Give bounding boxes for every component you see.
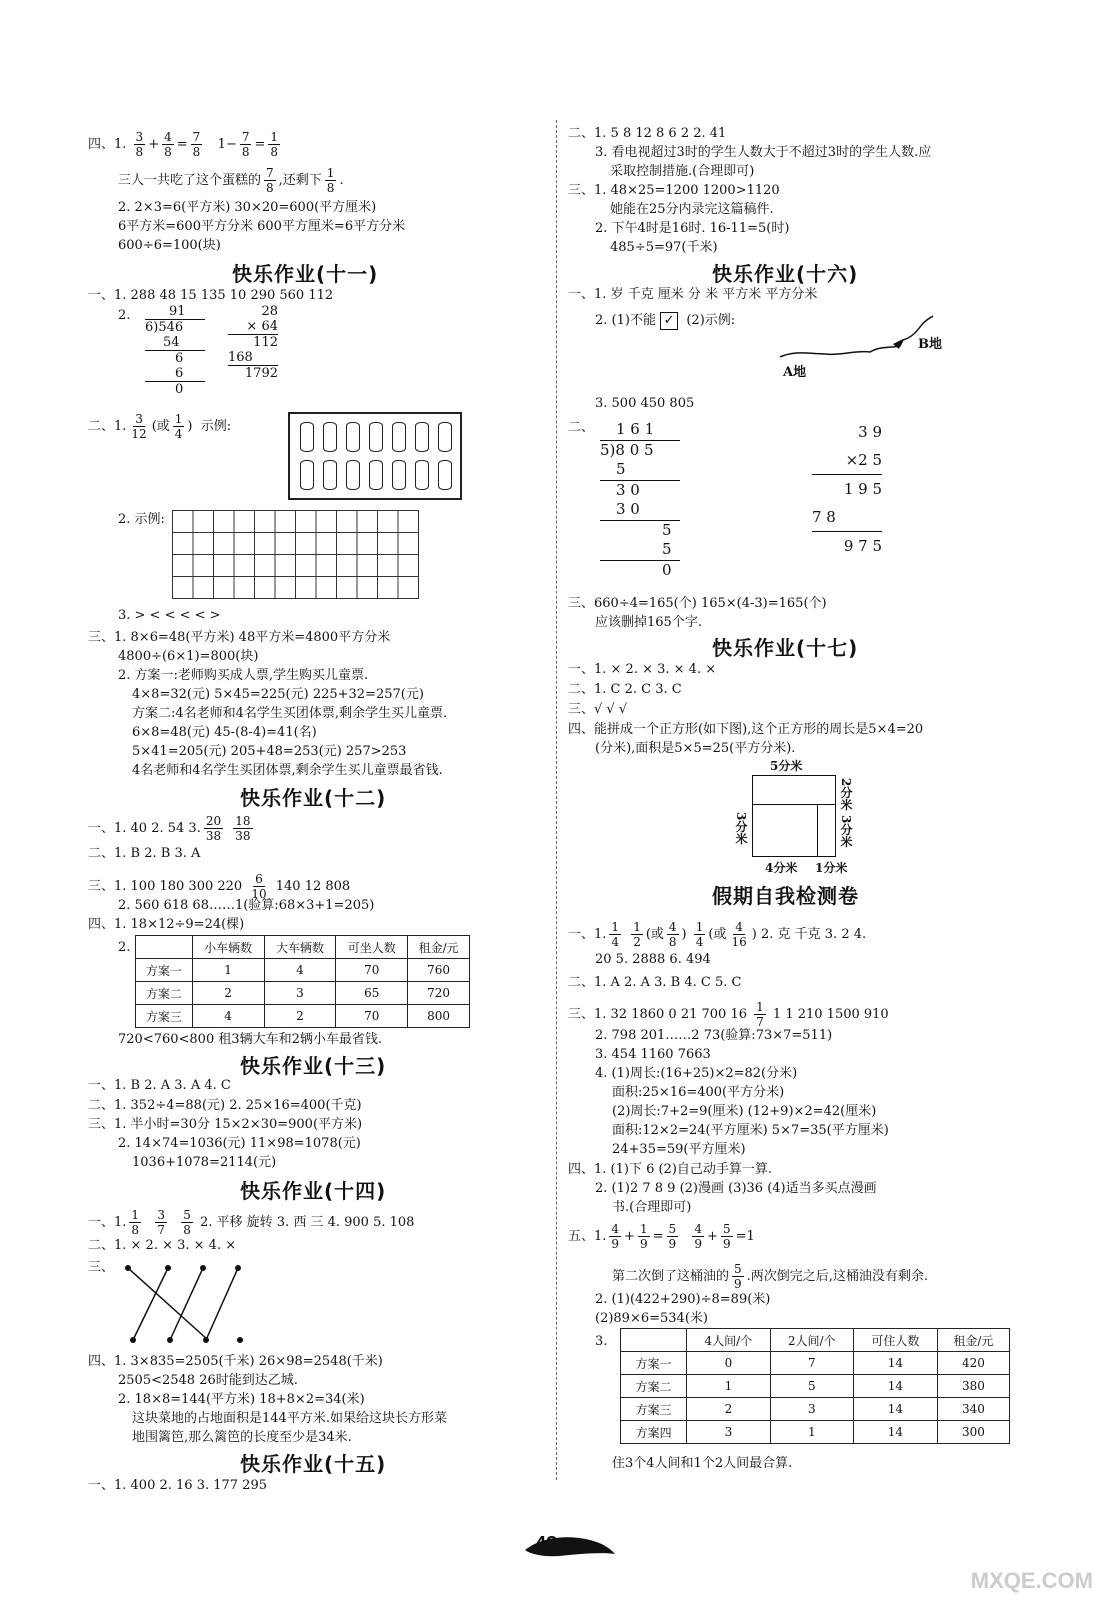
answer-line: 三、660÷4=165(个) 165×(4-3)=165(个) — [568, 596, 827, 611]
answer-line: 二、1. 5 8 12 8 6 2 2. 41 — [568, 126, 727, 141]
square-figure — [752, 775, 836, 857]
answer-line: 二、1. C 2. C 3. C — [568, 682, 682, 697]
point-b-label: B地 — [918, 337, 942, 352]
long-division: 1 6 1 5)8 0 5 5 3 0 3 0 5 5 0 — [600, 420, 680, 580]
answer-line: 她能在25分内录完这篇稿件. — [610, 202, 774, 217]
answer-line: (分米),面积是5×5=25(平方分米). — [595, 741, 796, 756]
answer-line: 三、 — [88, 1260, 115, 1275]
answer-line: 面积:12×2=24(平方厘米) 5×7=35(平方厘米) — [612, 1123, 889, 1138]
answer-2-1: 二、1. $\frac{3}{12}$ (或 $\frac{1}{4}$ ) 示例: — [88, 412, 232, 441]
answer-line: 方案二:4名老师和4名学生买团体票,剩余学生买儿童票. — [132, 706, 448, 721]
answer-line: (2)周长:7+2=9(厘米) (12+9)×2=42(厘米) — [612, 1104, 877, 1119]
answer-line: 三、1. 半小时=30分 15×2×30=900(平方米) — [88, 1117, 363, 1132]
answer-line: 一、1. 400 2. 16 3. 177 295 — [88, 1478, 267, 1493]
answer-line: 3. 500 450 805 — [595, 396, 695, 411]
answer-line: 2. 方案一:老师购买成人票,学生购买儿童票. — [118, 668, 369, 683]
answer-line: 2. 798 201……2 73(验算:73×7=511) — [595, 1028, 833, 1043]
answer-line: 二、 — [568, 420, 595, 435]
dim-label: 1分米 — [815, 861, 848, 875]
answer-line: 二、1. B 2. B 3. A — [88, 846, 201, 861]
answer-line: 地围篱笆,那么篱笆的长度至少是34米. — [132, 1430, 352, 1445]
answer-line: 600÷6=100(块) — [118, 238, 221, 253]
answer-line: 2. 下午4时是16时. 16-11=5(时) — [595, 221, 790, 236]
answer-line: 24+35=59(平方厘米) — [612, 1142, 746, 1157]
answer-line: 720<760<800 租3辆大车和2辆小车最省钱. — [118, 1032, 383, 1047]
table-label: 3. — [595, 1334, 608, 1349]
answer-line: 一、1. $\frac{1}{4}$ $\frac{1}{2}$ (或 $\frac{4}{8}$ ) $\frac{1}{4}$ (或 $\frac{4}{16}$ ) 2. 克 千克 3. 2 4. — [568, 920, 867, 949]
multiplication: 28 × 64 112 168 1792 — [228, 304, 278, 381]
answer-line: 四、1. 18×12÷9=24(棵) — [88, 917, 245, 932]
section-heading: 快乐作业(十三) — [240, 1054, 387, 1078]
section-heading: 假期自我检测卷 — [712, 884, 859, 908]
answer-line: 2. 560 618 68……1(验算:68×3+1=205) — [118, 898, 375, 913]
column-divider — [556, 120, 557, 1480]
answer-line: 一、1. 40 2. 54 3. $\frac{20}{38}$ $\frac{18}{38}$ — [88, 814, 251, 843]
answer-line: 采取控制措施.(合理即可) — [610, 164, 755, 179]
section-heading: 快乐作业(十七) — [712, 636, 859, 660]
answer-line: 三、1. 48×25=1200 1200>1120 — [568, 183, 780, 198]
answer-line: 一、1. 岁 千克 厘米 分 米 平方米 平方分米 — [568, 287, 818, 302]
answer-line: 四、1. (1)下 6 (2)自己动手算一算. — [568, 1162, 773, 1177]
answer-line: 5×41=205(元) 205+48=253(元) 257>253 — [132, 744, 407, 759]
answer-line: 四、1. 3×835=2505(千米) 26×98=2548(千米) — [88, 1354, 383, 1369]
answer-line: 面积:25×16=400(平方分米) — [612, 1085, 785, 1100]
answer-line: 4名老师和4名学生买团体票,剩余学生买儿童票最省钱. — [132, 763, 443, 778]
answer-line: 1036+1078=2114(元) — [132, 1155, 277, 1170]
grid-figure — [172, 510, 419, 599]
room-table: 4人间/个 2人间/个 可住人数 租金/元 方案一 0 7 14 420 方案二 1 5 14 380 方案三 2 3 14 340 方案四 3 1 14 300 — [620, 1328, 1010, 1444]
dim-label: 5分米 — [770, 759, 803, 773]
answer-line: 4×8=32(元) 5×45=225(元) 225+32=257(元) — [132, 687, 424, 702]
section-heading: 快乐作业(十六) — [712, 262, 859, 286]
answer-line: 住3个4人间和1个2人间最合算. — [612, 1456, 793, 1471]
long-division: 91 6)546 54 6 6 0 — [145, 304, 205, 397]
answer-line: 2505<2548 26时能到达乙城. — [118, 1373, 298, 1388]
answer-4-1-text: 三人一共吃了这个蛋糕的 $\frac{7}{8}$ ,还剩下 $\frac{1}{8}$ . — [118, 166, 344, 195]
dolphin-icon — [520, 1520, 620, 1560]
dim-label: 4分米 — [765, 861, 798, 875]
answer-line: 三、1. 32 1860 0 21 700 16 $\frac{1}{7}$ 1 1 210 1500 910 — [568, 1000, 889, 1029]
answer-line: 一、1. B 2. A 3. A 4. C — [88, 1078, 231, 1093]
answer-line: 3. > < < < < > — [118, 608, 221, 623]
dim-label: 3分米 — [839, 815, 853, 848]
answer-line: 四、能拼成一个正方形(如下图),这个正方形的周长是5×4=20 — [568, 722, 924, 737]
dim-label: 3分米 — [734, 812, 748, 845]
answer-line: 20 5. 2888 6. 494 — [595, 952, 711, 967]
section-heading: 快乐作业(十四) — [240, 1179, 387, 1203]
calc-label: 2. — [118, 308, 131, 323]
section-heading: 快乐作业(十一) — [232, 262, 379, 286]
answer-line: 2. (1)(422+290)÷8=89(米) — [595, 1292, 771, 1307]
answer-line: 2. 示例: — [118, 512, 165, 527]
answer-line: 二、1. × 2. × 3. × 4. × — [88, 1238, 237, 1253]
answer-line: 应该删掉165个字. — [595, 615, 702, 630]
answer-line: 6×8=48(元) 45-(8-4)=41(名) — [132, 725, 317, 740]
answer-line: 第二次倒了这桶油的 $\frac{5}{9}$ .两次倒完之后,这桶油没有剩余. — [612, 1262, 929, 1291]
answer-line: 三、√ √ √ — [568, 702, 628, 717]
answer-line: 三、1. 8×6=48(平方米) 48平方米=4800平方分米 — [88, 630, 391, 645]
multiplication: 3 9 ×2 5 1 9 5 7 8 9 7 5 — [812, 423, 882, 555]
section-heading: 快乐作业(十五) — [240, 1452, 387, 1476]
dim-label: 2分米 — [839, 778, 853, 811]
answer-line: (2)89×6=534(米) — [595, 1311, 708, 1326]
answer-line: 二、1. A 2. A 3. B 4. C 5. C — [568, 975, 742, 990]
answer-line: 三、1. 100 180 300 220 $\frac{6}{10}$ 140 12 808 — [88, 872, 351, 901]
answer-line: 4. (1)周长:(16+25)×2=82(分米) — [595, 1066, 798, 1081]
answer-line: 2. 18×8=144(平方米) 18+8×2=34(米) — [118, 1392, 365, 1407]
answer-line: 6平方米=600平方分米 600平方厘米=6平方分米 — [118, 219, 406, 234]
answer-4-1: 四、1. $\frac{3}{8}$ + $\frac{4}{8}$ = $\frac{7}{8}$ 1− $\frac{7}{8}$ = $\frac{1}{8}$ — [88, 130, 279, 159]
answer-line: 4800÷(6×1)=800(块) — [118, 649, 259, 664]
answer-line: 二、1. 352÷4=88(元) 2. 25×16=400(千克) — [88, 1098, 362, 1113]
answer-line: 3. 看电视超过3时的学生人数大于不超过3时的学生人数.应 — [595, 145, 932, 160]
answer-line: 2. (1)不能 ✓ (2)示例: — [595, 313, 736, 328]
answer-line: 五、1. $\frac{4}{9}$ + $\frac{1}{9}$ = $\frac{5}{9}$ $\frac{4}{9}$ + $\frac{5}{9}$ =1 — [568, 1222, 755, 1251]
cans-box — [288, 412, 462, 500]
watermark: MXQE.COM — [970, 1568, 1093, 1593]
answer-line: 一、1. $\frac{1}{8}$ $\frac{3}{7}$ $\frac{5}{8}$ 2. 平移 旋转 3. 西 三 4. 900 5. 108 — [88, 1208, 415, 1237]
rental-table: 小车辆数 大车辆数 可坐人数 租金/元 方案一 1 4 70 760 方案二 2 3 65 720 方案三 4 2 70 800 — [135, 935, 470, 1028]
answer-line: 2. 14×74=1036(元) 11×98=1078(元) — [118, 1136, 361, 1151]
section-heading: 快乐作业(十二) — [240, 786, 387, 810]
answer-line: 这块菜地的占地面积是144平方米.如果给这块长方形菜 — [132, 1411, 447, 1426]
answer-line: 485÷5=97(千米) — [610, 240, 718, 255]
answer-line: 一、1. × 2. × 3. × 4. × — [568, 662, 717, 677]
answer-line: 3. 454 1160 7663 — [595, 1047, 711, 1062]
point-a-label: A地 — [783, 365, 807, 380]
answer-line: 2. (1)2 7 8 9 (2)漫画 (3)36 (4)适当多买点漫画 — [595, 1181, 877, 1196]
answer-line: 一、1. 288 48 15 135 10 290 560 112 — [88, 288, 334, 303]
answer-line: 书.(合理即可) — [612, 1200, 692, 1215]
table-label: 2. — [118, 940, 131, 955]
answer-line: 2. 2×3=6(平方米) 30×20=600(平方厘米) — [118, 200, 377, 215]
matching-lines — [118, 1258, 258, 1348]
